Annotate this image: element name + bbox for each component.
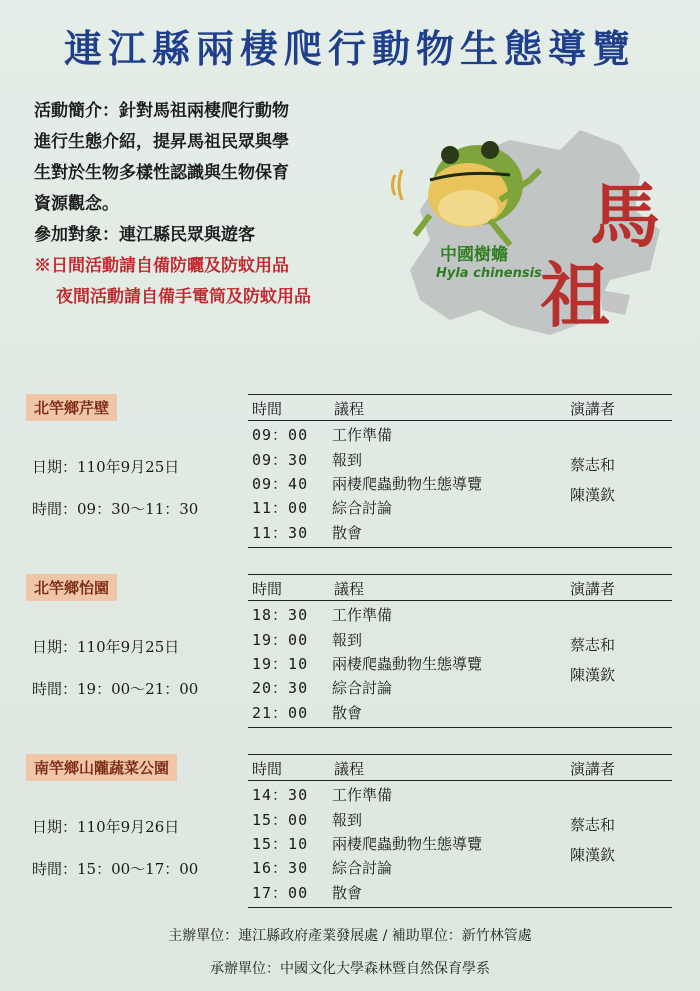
speaker-name: 陳漢欽 bbox=[570, 846, 616, 864]
table-row: 18：30 工作準備 bbox=[252, 606, 393, 624]
table-row: 09：00 工作準備 bbox=[252, 426, 393, 444]
table-rule bbox=[248, 420, 672, 421]
table-rule bbox=[248, 727, 672, 728]
table-rule bbox=[248, 600, 672, 601]
session-time: 時間：09：30～11：30 bbox=[32, 500, 199, 518]
session-block bbox=[26, 754, 672, 910]
header-agenda: 議程 bbox=[334, 760, 365, 778]
header-speaker: 演講者 bbox=[570, 400, 616, 418]
speaker-name: 陳漢欽 bbox=[570, 486, 616, 504]
table-rule bbox=[248, 547, 672, 548]
speaker-list bbox=[570, 630, 615, 690]
session-time: 時間：19：00～21：00 bbox=[32, 680, 199, 698]
table-row: 19：00 報到 bbox=[252, 631, 363, 649]
table-row: 09：40 兩棲爬蟲動物生態導覽 bbox=[252, 475, 483, 493]
speaker-list bbox=[570, 810, 615, 870]
table-row: 11：00 綜合討論 bbox=[252, 499, 393, 517]
schedule-table bbox=[248, 394, 672, 544]
intro-line: 進行生態介紹，提昇馬祖民眾與學 bbox=[34, 132, 289, 152]
intro-block bbox=[34, 96, 394, 313]
frog-name-label: 中國樹蟾 bbox=[440, 245, 508, 265]
intro-audience: 參加對象：連江縣民眾與遊客 bbox=[34, 225, 255, 245]
mazu-calligraphy-char: 祖 bbox=[540, 254, 610, 337]
header-agenda: 議程 bbox=[334, 400, 365, 418]
header-time: 時間 bbox=[252, 580, 283, 598]
footer-executor: 承辦單位：中國文化大學森林暨自然保育學系 bbox=[210, 961, 490, 977]
intro-line: 生對於生物多樣性認識與生物保育 bbox=[34, 163, 289, 183]
table-row: 15：00 報到 bbox=[252, 811, 363, 829]
speaker-name: 陳漢欽 bbox=[570, 666, 616, 684]
intro-warning-day: ※日間活動請自備防曬及防蚊用品 bbox=[34, 256, 289, 276]
footer-organizer: 主辦單位：連江縣政府產業發展處 / 補助單位：新竹林管處 bbox=[168, 928, 532, 944]
header-time: 時間 bbox=[252, 400, 283, 418]
table-rule bbox=[248, 574, 672, 575]
speaker-list bbox=[570, 450, 615, 510]
speaker-name: 蔡志和 bbox=[570, 636, 616, 654]
speaker-name: 蔡志和 bbox=[570, 456, 616, 474]
table-row: 11：30 散會 bbox=[252, 524, 363, 542]
schedule-table bbox=[248, 754, 672, 904]
poster-title: 連江縣兩棲爬行動物生態導覽 bbox=[63, 26, 636, 71]
session-date: 日期：110年9月25日 bbox=[32, 458, 180, 476]
header-speaker: 演講者 bbox=[570, 760, 616, 778]
table-row: 14：30 工作準備 bbox=[252, 786, 393, 804]
session-location: 北竿鄉怡園 bbox=[26, 574, 117, 601]
header-time: 時間 bbox=[252, 760, 283, 778]
frog-latin-label: Hyla chinensis bbox=[436, 266, 542, 281]
session-block bbox=[26, 394, 672, 550]
header-agenda: 議程 bbox=[334, 580, 365, 598]
header-speaker: 演講者 bbox=[570, 580, 616, 598]
table-rule bbox=[248, 780, 672, 781]
intro-line: 活動簡介：針對馬祖兩棲爬行動物 bbox=[34, 101, 289, 121]
table-rule bbox=[248, 394, 672, 395]
session-time: 時間：15：00～17：00 bbox=[32, 860, 199, 878]
session-location: 北竿鄉芹壁 bbox=[26, 394, 117, 421]
speaker-name: 蔡志和 bbox=[570, 816, 616, 834]
table-row: 09：30 報到 bbox=[252, 451, 363, 469]
table-row: 21：00 散會 bbox=[252, 704, 363, 722]
table-row: 15：10 兩棲爬蟲動物生態導覽 bbox=[252, 835, 483, 853]
session-date: 日期：110年9月25日 bbox=[32, 638, 180, 656]
intro-warning-night: 夜間活動請自備手電筒及防蚊用品 bbox=[56, 287, 311, 307]
intro-line: 資源觀念。 bbox=[34, 194, 119, 214]
mazu-calligraphy-char: 馬 bbox=[590, 174, 660, 257]
table-row: 20：30 綜合討論 bbox=[252, 679, 393, 697]
table-rule bbox=[248, 754, 672, 755]
table-row: 17：00 散會 bbox=[252, 884, 363, 902]
table-rule bbox=[248, 907, 672, 908]
session-block bbox=[26, 574, 672, 730]
session-date: 日期：110年9月26日 bbox=[32, 818, 180, 836]
session-location: 南竿鄉山隴蔬菜公園 bbox=[26, 754, 177, 781]
table-row: 19：10 兩棲爬蟲動物生態導覽 bbox=[252, 655, 483, 673]
table-row: 16：30 綜合討論 bbox=[252, 859, 393, 877]
schedule-table bbox=[248, 574, 672, 724]
